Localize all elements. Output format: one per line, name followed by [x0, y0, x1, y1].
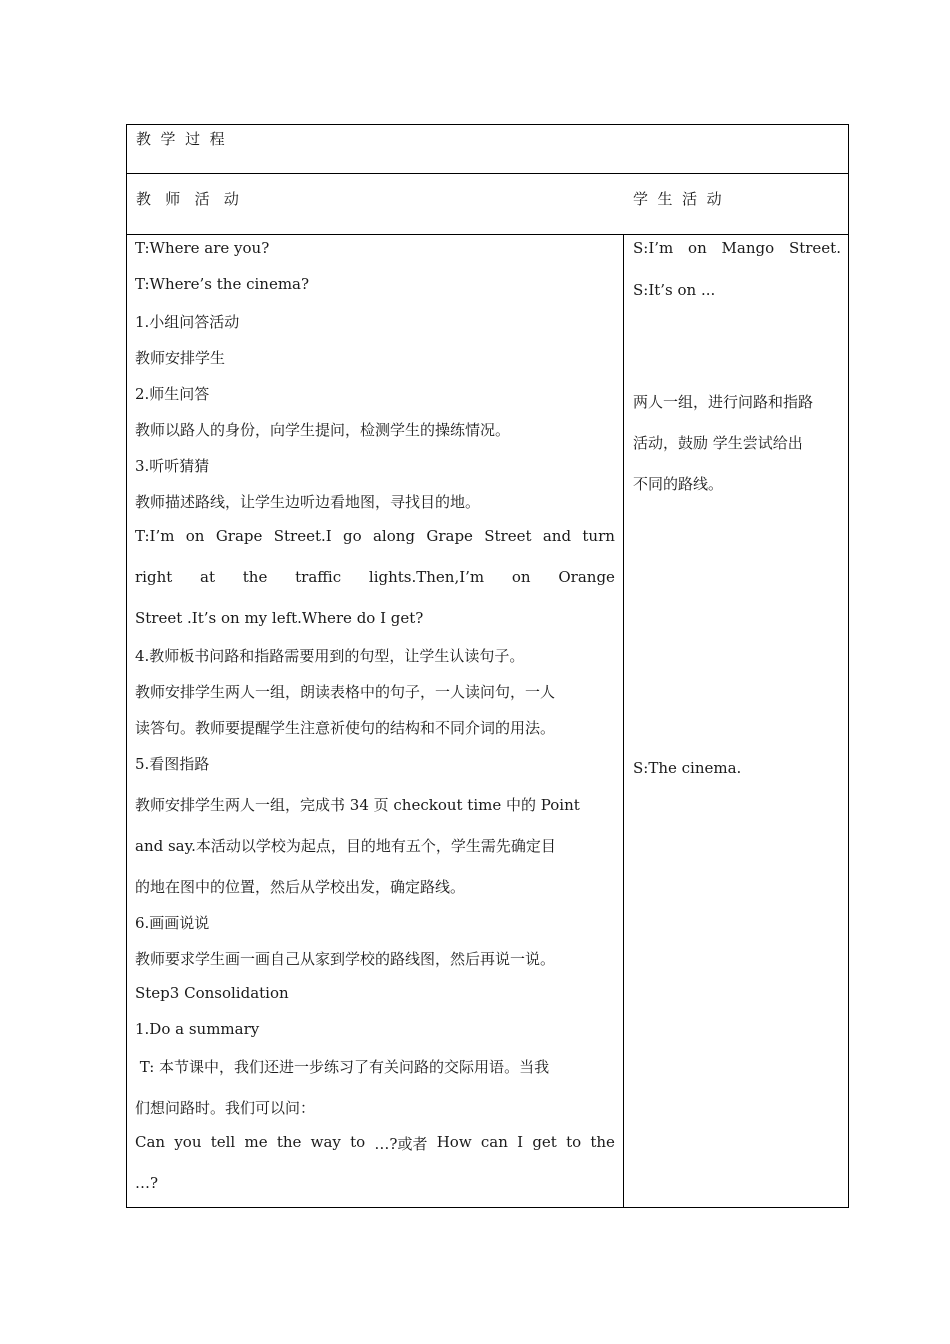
word: Can [135, 1133, 166, 1151]
word: at [200, 568, 216, 586]
word: on [511, 568, 531, 586]
teacher-line-justified [135, 1133, 615, 1154]
word: right [135, 568, 173, 586]
word: to [350, 1133, 366, 1151]
student-line-justified [633, 239, 841, 257]
word: Street.I [273, 527, 332, 545]
teacher-line: 6.画画说说 [135, 914, 210, 932]
teacher-line: Step3 Consolidation [135, 984, 289, 1002]
student-line: 两人一组，进行问路和指路 [633, 393, 814, 411]
word: along [372, 527, 416, 545]
word: traffic [295, 568, 342, 586]
student-line: 活动，鼓励 学生尝试给出 [633, 434, 803, 452]
teacher-line: 教师以路人的身份，向学生提问，检测学生的操练情况。 [135, 421, 511, 439]
word: Street [484, 527, 532, 545]
word: on [688, 239, 707, 257]
student-activity-header: 学 生 活 动 [633, 190, 722, 208]
word: to [566, 1133, 582, 1151]
word: S:I’m [633, 239, 674, 257]
word: Grape [426, 527, 473, 545]
teacher-line: 教师描述路线，让学生边听边看地图，寻找目的地。 [135, 493, 481, 511]
word: T:I’m [135, 527, 175, 545]
teacher-line: 5.看图指路 [135, 755, 210, 773]
row-divider [127, 173, 848, 174]
student-line: S:The cinema. [633, 759, 742, 777]
word: get [532, 1133, 557, 1151]
teacher-line: 教师安排学生 [135, 349, 226, 367]
word: way [310, 1133, 341, 1151]
word: on [185, 527, 205, 545]
word: can [480, 1133, 508, 1151]
word: the [276, 1133, 302, 1151]
word: Orange [558, 568, 615, 586]
teacher-line-justified [135, 527, 615, 545]
lesson-table [126, 124, 849, 1208]
teacher-line: 的地在图中的位置，然后从学校出发，确定路线。 [135, 878, 466, 896]
student-line: S:It’s on ... [633, 281, 716, 299]
word: I [517, 1133, 524, 1151]
teacher-line: T:Where’s the cinema? [135, 275, 310, 293]
word: Street. [788, 239, 841, 257]
process-header: 教 学 过 程 [136, 130, 225, 148]
row-divider [127, 234, 848, 235]
teacher-line: 3.听听猜猜 [135, 457, 210, 475]
word: …?或者 [374, 1135, 428, 1153]
teacher-line-justified [135, 568, 615, 586]
word: Grape [215, 527, 263, 545]
word: turn [582, 527, 615, 545]
student-line: 不同的路线。 [633, 475, 724, 493]
word: Mango [721, 239, 775, 257]
word: lights.Then,I’m [368, 568, 485, 586]
teacher-line: 教师要求学生画一画自己从家到学校的路线图，然后再说一说。 [135, 950, 556, 968]
teacher-line: 们想问路时。我们可以问： [135, 1099, 316, 1117]
word: How [436, 1133, 472, 1151]
teacher-line: 1.小组问答活动 [135, 313, 240, 331]
teacher-line: 4.教师板书问路和指路需要用到的句型，让学生认读句子。 [135, 647, 525, 665]
teacher-line: 教师安排学生两人一组，朗读表格中的句子，一人读问句，一人 [135, 683, 556, 701]
teacher-line: T:Where are you? [135, 239, 270, 257]
word: you [174, 1133, 202, 1151]
word: go [343, 527, 362, 545]
word: and [542, 527, 572, 545]
teacher-line: Street .It’s on my left.Where do I get? [135, 609, 424, 627]
column-divider [623, 234, 624, 1207]
teacher-line: 教师安排学生两人一组，完成书 34 页 checkout time 中的 Point [135, 796, 580, 814]
word: me [244, 1133, 268, 1151]
teacher-line: and say.本活动以学校为起点，目的地有五个，学生需先确定目 [135, 837, 556, 855]
teacher-line: T: 本节课中，我们还进一步练习了有关问路的交际用语。当我 [135, 1058, 550, 1076]
word: the [242, 568, 268, 586]
teacher-line: 读答句。教师要提醒学生注意祈使句的结构和不同介词的用法。 [135, 719, 556, 737]
teacher-line: 1.Do a summary [135, 1020, 260, 1038]
word: the [590, 1133, 615, 1151]
teacher-activity-header: 教 师 活 动 [136, 190, 239, 208]
word: tell [210, 1133, 236, 1151]
teacher-line: 2.师生问答 [135, 385, 210, 403]
teacher-line: …? [135, 1174, 159, 1192]
